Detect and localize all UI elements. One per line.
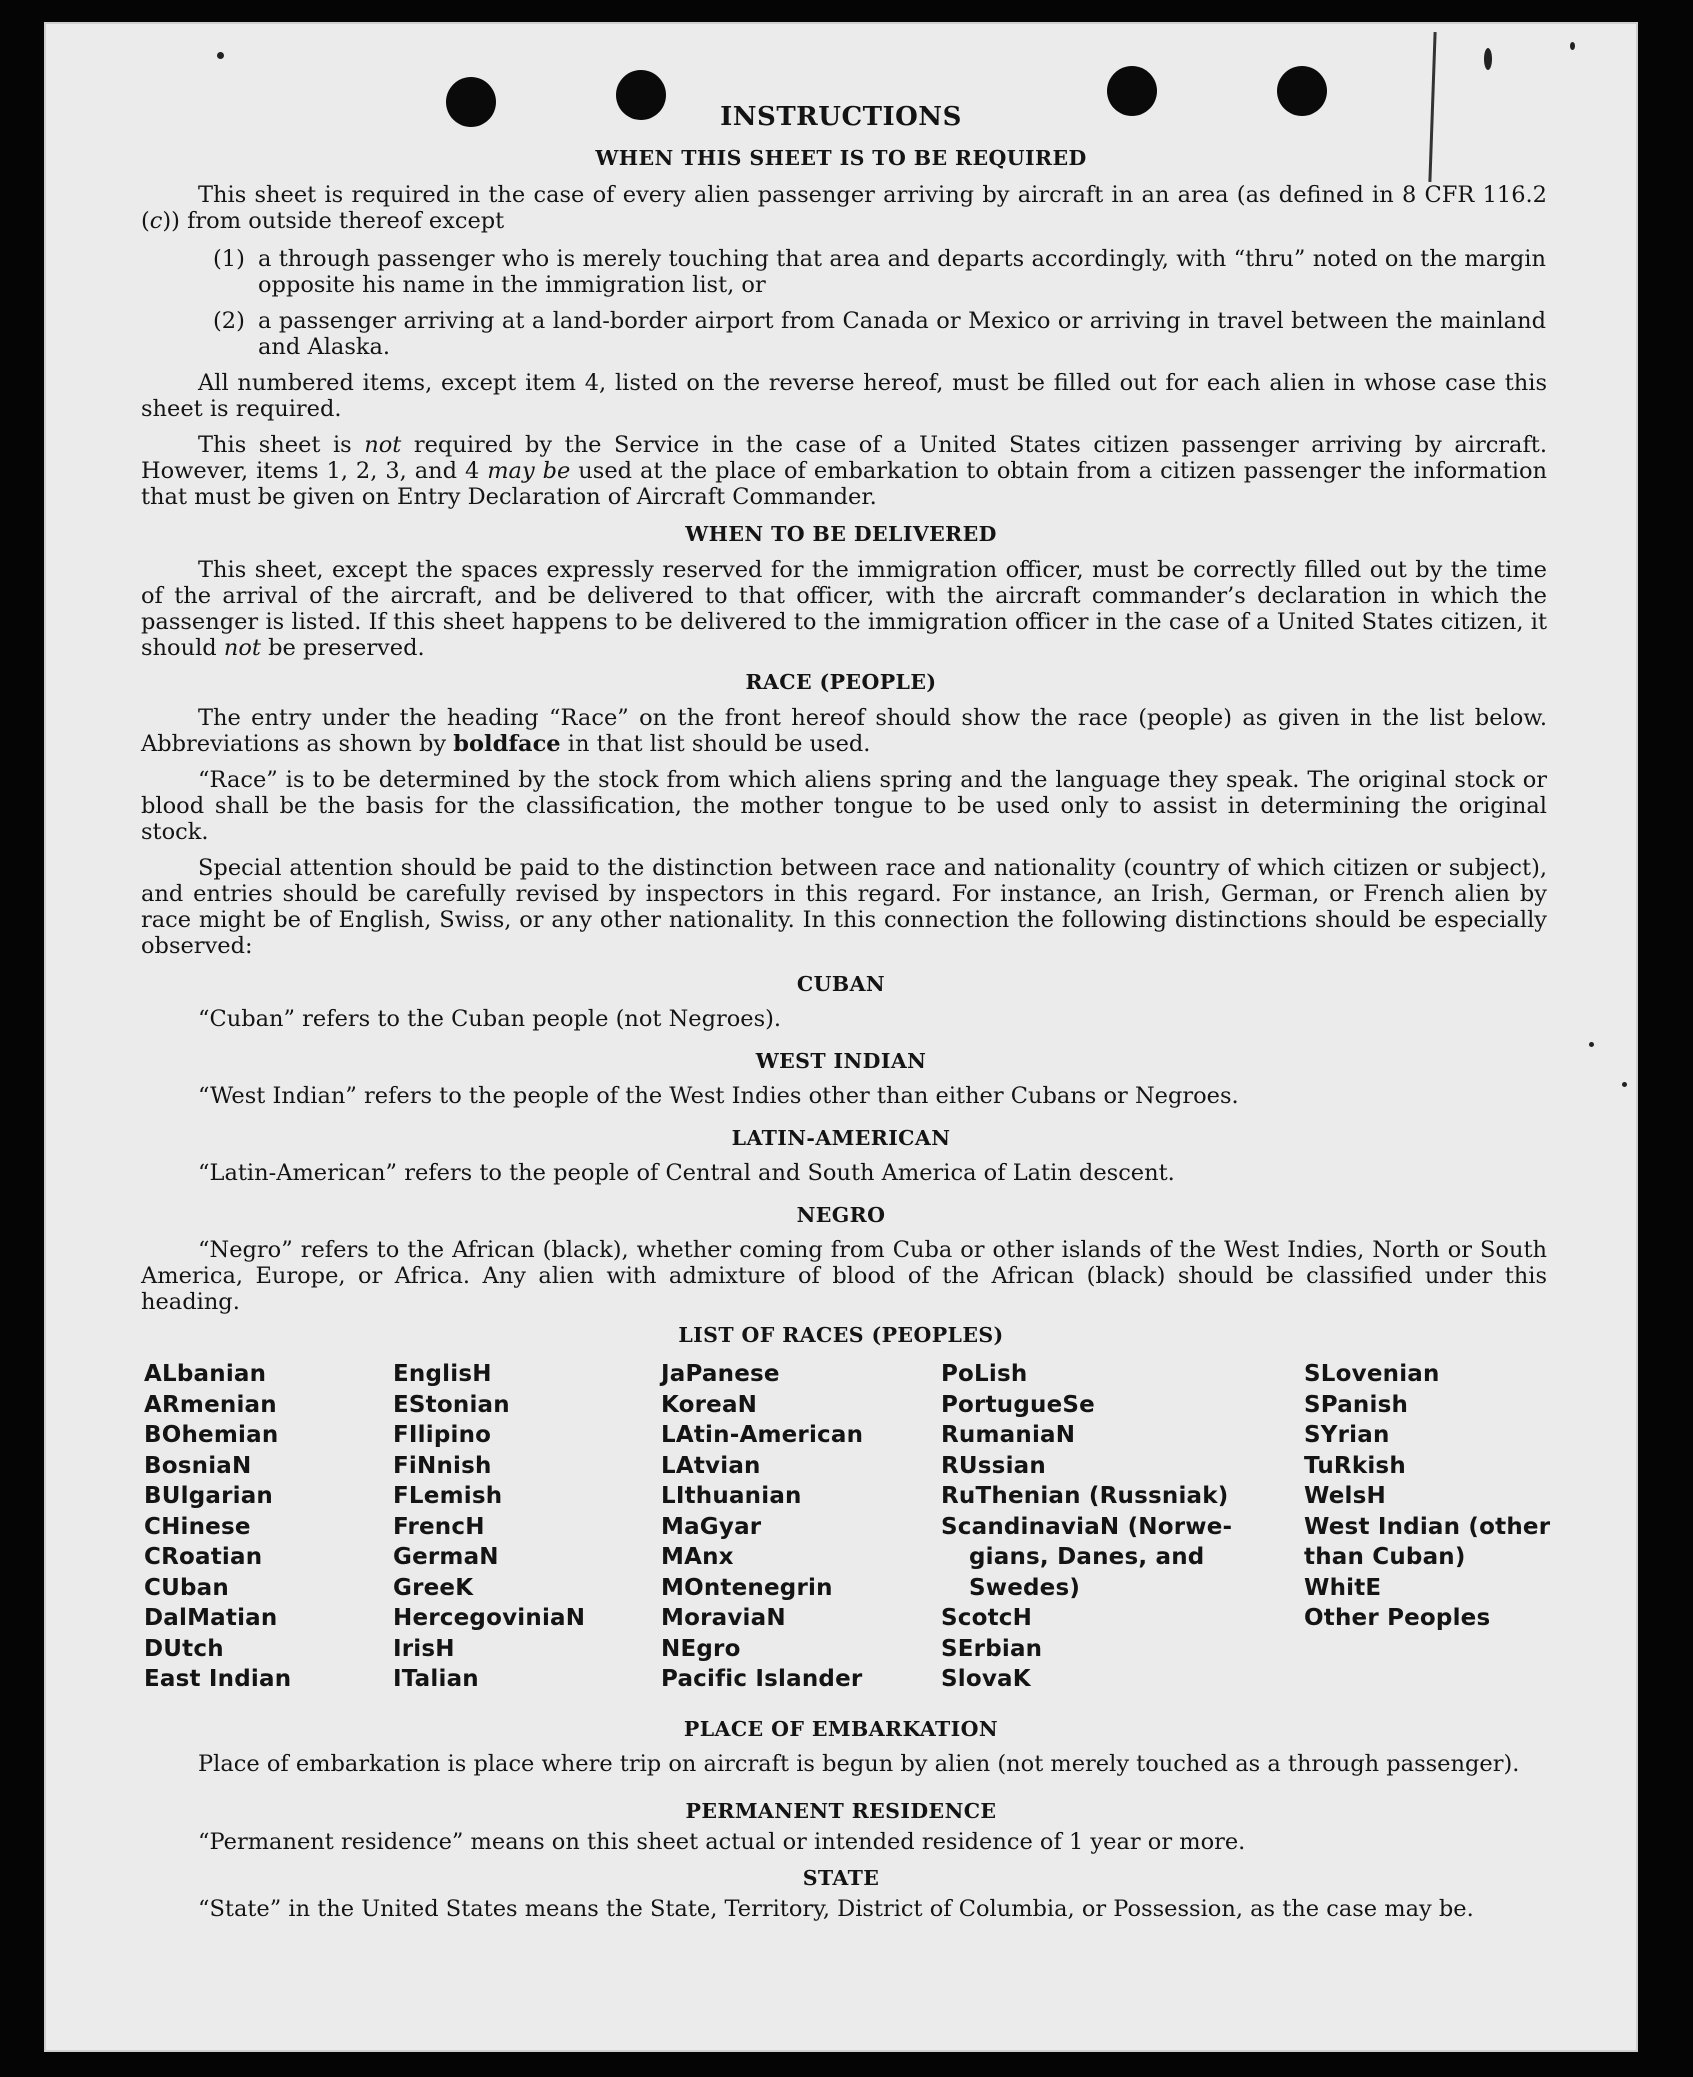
paragraph-race-determination: “Race” is to be determined by the stock from which aliens spring and the language they speak. The original stock or blood shall be the basis for the classification, the mother tongue to be used only to assist in determining the original stock. xyxy=(141,767,1547,845)
race-list-item: SErbian xyxy=(941,1635,1043,1662)
section-heading-cuban: CUBAN xyxy=(796,972,886,996)
race-list-column-2 xyxy=(393,1359,585,1695)
paragraph-requirement: This sheet is required in the case of every alien passenger arriving by aircraft in an area (as defined in 8 CFR 116.2 (c)) from outside thereof except xyxy=(141,182,1547,234)
scan-speck xyxy=(1589,1042,1594,1047)
race-list-item: PortugueSe xyxy=(941,1391,1095,1418)
race-list-column-3 xyxy=(661,1359,863,1695)
race-list-item: FIlipino xyxy=(393,1422,492,1448)
race-list-item: MAnx xyxy=(661,1544,734,1570)
section-heading-west-indian: WEST INDIAN xyxy=(755,1049,927,1073)
race-list-item: MaGyar xyxy=(661,1513,762,1540)
paragraph-embarkation: Place of embarkation is place where trip on aircraft is begun by alien (not merely touched as a through passenger). xyxy=(198,1751,1520,1777)
section-heading-residence: PERMANENT RESIDENCE xyxy=(685,1799,997,1823)
paragraph-cuban: “Cuban” refers to the Cuban people (not Negroes). xyxy=(198,1006,782,1032)
race-list-item: LAtvian xyxy=(661,1452,761,1479)
section-heading-latin-american: LATIN-AMERICAN xyxy=(731,1126,951,1150)
race-list-item: SLovenian xyxy=(1304,1361,1440,1387)
race-list-item: ITalian xyxy=(393,1666,479,1692)
race-list-item: SYrian xyxy=(1304,1422,1390,1448)
page-title: INSTRUCTIONS xyxy=(720,102,962,132)
section-heading-race: RACE (PEOPLE) xyxy=(745,670,937,694)
race-list-item: West Indian (other xyxy=(1304,1513,1551,1540)
race-list-item-continued: Swedes) xyxy=(969,1574,1081,1601)
race-list-item: WelsH xyxy=(1304,1483,1386,1509)
section-heading-when-delivered: WHEN TO BE DELIVERED xyxy=(685,522,997,546)
paragraph-numbered-items: All numbered items, except item 4, listed on the reverse hereof, must be filled out for each alien in whose case this sheet is required. xyxy=(141,370,1547,422)
race-list-item: MOntenegrin xyxy=(661,1574,833,1601)
race-list-item: Pacific Islander xyxy=(661,1666,863,1692)
race-list-item: RuThenian (Russniak) xyxy=(941,1483,1229,1509)
paragraph-race-nationality: Special attention should be paid to the distinction between race and nationality (country of which citizen or subject), and entries should be carefully revised by inspectors in this regard. For instance, an Irish, German, or French alien by race might be of English, Swiss, or any other nationality. In this connection the following distinctions should be especially observed: xyxy=(141,855,1547,959)
paragraph-latin-american: “Latin-American” refers to the people of Central and South America of Latin descent. xyxy=(198,1160,1175,1186)
race-list-column-1 xyxy=(144,1359,291,1695)
scan-speck xyxy=(1484,48,1492,70)
race-list-item: CHinese xyxy=(144,1513,251,1540)
race-list-item: BosniaN xyxy=(144,1452,252,1479)
section-heading-embarkation: PLACE OF EMBARKATION xyxy=(683,1717,999,1741)
race-list-item: EStonian xyxy=(393,1391,510,1418)
race-list-item: DalMatian xyxy=(144,1605,278,1631)
paragraph-residence: “Permanent residence” means on this sheet actual or intended residence of 1 year or more. xyxy=(198,1829,1246,1855)
race-list-item: BOhemian xyxy=(144,1422,279,1448)
race-list-column-4 xyxy=(941,1359,1232,1695)
paragraph-west-indian: “West Indian” refers to the people of the West Indies other than either Cubans or Negroes. xyxy=(198,1083,1239,1109)
race-list-item: NEgro xyxy=(661,1635,741,1662)
race-list-item-continued: gians, Danes, and xyxy=(969,1544,1205,1570)
scan-speck xyxy=(1622,1082,1627,1087)
exception-item-2: (2) a passenger arriving at a land-border airport from Canada or Mexico or arriving in travel between the mainland and Alaska. xyxy=(213,308,1546,360)
race-list-item: RumaniaN xyxy=(941,1422,1076,1448)
race-list-item: CUban xyxy=(144,1574,229,1601)
race-list-item: PoLish xyxy=(941,1361,1028,1387)
paragraph-citizen-passenger: This sheet is not required by the Service in the case of a United States citizen passenger arriving by aircraft. However, items 1, 2, 3, and 4 may be used at the place of embarkation to obtain from a citizen passenger the information that must be given on Entry Declaration of Aircraft Commander. xyxy=(141,432,1547,510)
section-heading-state: STATE xyxy=(802,1866,880,1890)
race-list-item: LIthuanian xyxy=(661,1483,802,1509)
document-page xyxy=(44,22,1638,2052)
race-list-column-5 xyxy=(1304,1359,1550,1634)
race-list-item: FiNnish xyxy=(393,1452,492,1479)
paragraph-delivery: This sheet, except the spaces expressly reserved for the immigration officer, must be correctly filled out by the time of the arrival of the aircraft, and be delivered to that officer, with the aircraft commander’s declaration in which the passenger is listed. If this sheet happens to be delivered to the immigration officer in the case of a United States citizen, it should not be preserved. xyxy=(141,557,1547,661)
race-list-item: IrisH xyxy=(393,1635,455,1662)
race-list-item: BUlgarian xyxy=(144,1483,273,1509)
race-list-item: JaPanese xyxy=(661,1361,780,1387)
race-list-item: EnglisH xyxy=(393,1361,492,1387)
race-list-item: TuRkish xyxy=(1304,1452,1406,1479)
exception-item-1: (1) a through passenger who is merely touching that area and departs accordingly, with “thru” noted on the margin opposite his name in the immigration list, or xyxy=(213,246,1546,298)
race-list-item: ScandinaviaN (Norwe- xyxy=(941,1513,1233,1540)
section-heading-when-required: WHEN THIS SHEET IS TO BE REQUIRED xyxy=(595,146,1087,170)
paragraph-negro: “Negro” refers to the African (black), whether coming from Cuba or other islands of the West Indies, North or South America, Europe, or Africa. Any alien with admixture of blood of the African (black) should be classified under this heading. xyxy=(141,1237,1547,1315)
race-list-item: LAtin-American xyxy=(661,1422,864,1448)
section-heading-negro: NEGRO xyxy=(796,1203,886,1227)
race-list-item: Other Peoples xyxy=(1304,1605,1491,1631)
scan-speck xyxy=(217,52,224,59)
race-list-item: GreeK xyxy=(393,1574,474,1601)
race-list-item: ARmenian xyxy=(144,1391,277,1418)
race-list-item: SlovaK xyxy=(941,1666,1031,1692)
race-list-item: KoreaN xyxy=(661,1391,758,1418)
race-list-item: FLemish xyxy=(393,1483,503,1509)
paragraph-state: “State” in the United States means the State, Territory, District of Columbia, or Possession, as the case may be. xyxy=(198,1896,1474,1922)
race-list-item: WhitE xyxy=(1304,1574,1382,1601)
scan-speck xyxy=(1570,42,1575,50)
paragraph-race-entry: The entry under the heading “Race” on the front hereof should show the race (people) as given in the list below. Abbreviations as shown by boldface in that list should be used. xyxy=(141,705,1547,757)
race-list-item: ScotcH xyxy=(941,1605,1033,1631)
race-list-item: CRoatian xyxy=(144,1544,263,1570)
race-list-item-continued: than Cuban) xyxy=(1304,1544,1466,1570)
race-list-item: DUtch xyxy=(144,1635,224,1662)
race-list-item: East Indian xyxy=(144,1666,292,1692)
race-list-item: HercegoviniaN xyxy=(393,1605,586,1631)
section-heading-list-of-races: LIST OF RACES (PEOPLES) xyxy=(678,1323,1004,1347)
race-list-item: MoraviaN xyxy=(661,1605,786,1631)
race-list-item: ALbanian xyxy=(144,1361,267,1387)
race-list-item: GermaN xyxy=(393,1544,499,1570)
race-list-item: SPanish xyxy=(1304,1391,1409,1418)
race-list-item: RUssian xyxy=(941,1452,1046,1479)
race-list-item: FrencH xyxy=(393,1513,485,1540)
